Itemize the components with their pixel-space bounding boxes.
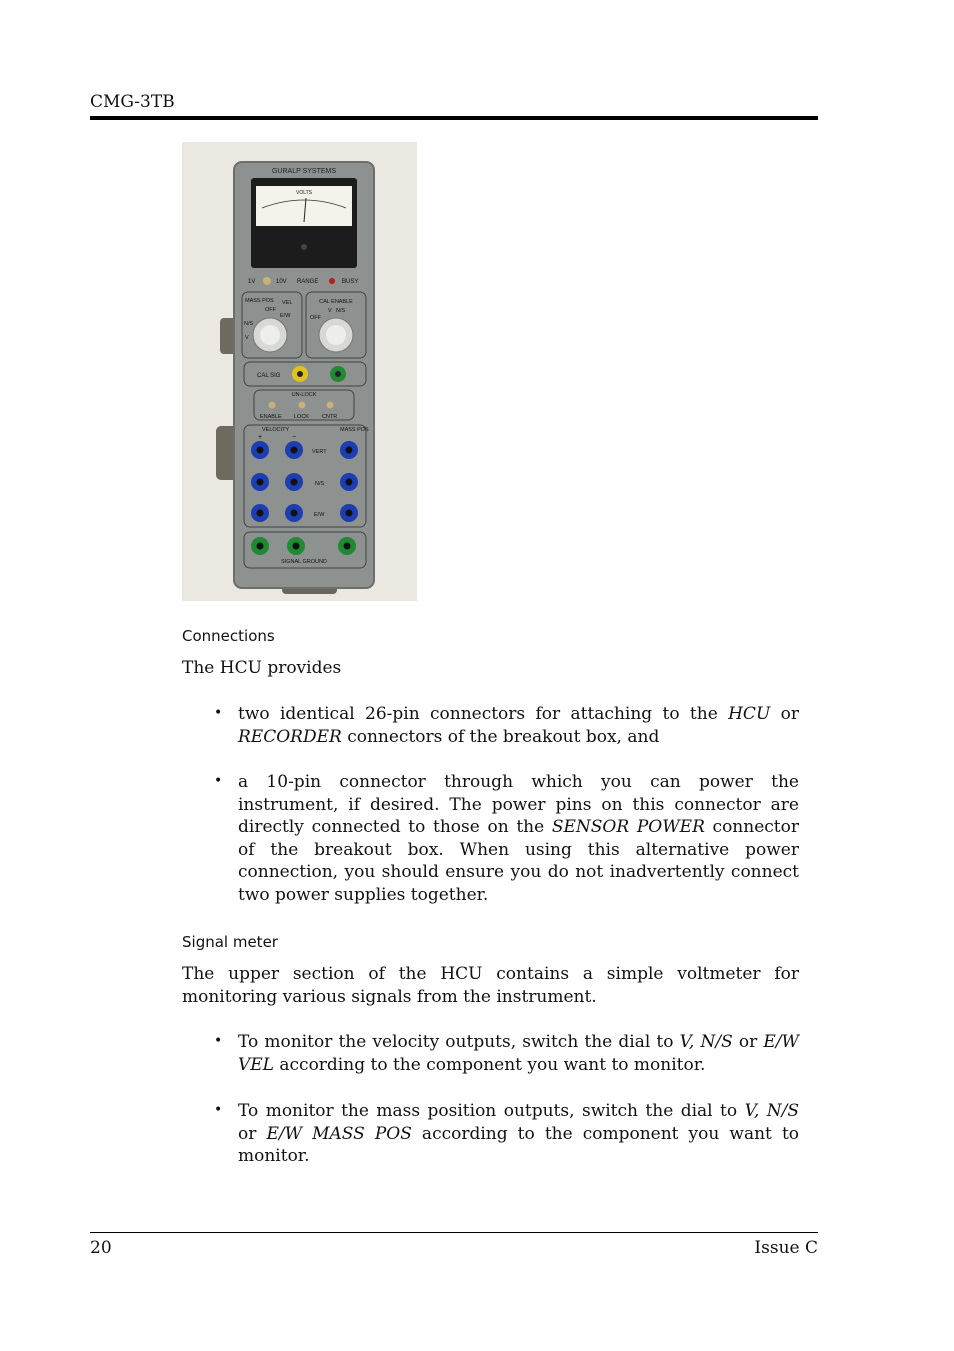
svg-text:ENABLE: ENABLE [260,414,282,420]
svg-text:E/W: E/W [280,313,291,319]
svg-text:RANGE: RANGE [297,279,319,285]
bullet-marker: • [214,1033,223,1049]
panel-brand-text: GURALP SYSTEMS [271,168,337,175]
svg-text:−: − [292,434,297,441]
svg-text:OFF: OFF [310,315,321,321]
svg-text:VOLTS: VOLTS [295,190,313,196]
header-rule [90,116,818,120]
running-header-title: CMG-3TB [90,92,175,112]
svg-text:N/S: N/S [336,308,346,314]
svg-text:N/S: N/S [315,481,325,487]
hcu-panel-photo [182,142,417,601]
footer-rule [90,1232,818,1233]
svg-text:VERT: VERT [312,449,327,455]
svg-text:BUSY: BUSY [342,279,359,285]
signal-meter-bullet-1: To monitor the velocity outputs, switch the dial to V, N/S or E/W VEL according to the component you want to monitor. [238,1032,799,1075]
svg-text:UN-LOCK: UN-LOCK [291,392,317,398]
svg-text:SIGNAL GROUND: SIGNAL GROUND [281,559,327,565]
svg-text:LOCK: LOCK [294,414,309,420]
page-number: 20 [90,1238,112,1258]
range-toggle-icon [263,277,271,285]
connections-bullet-2: a 10-pin connector through which you can power the instrument, if desired. The power pins on this connector are directly connected to those on the SENSOR POWER connector of the breakout box. When using this alternative power connection, you should ensure you do not inadvertently connect two power supplies together. [238,772,799,905]
svg-text:N/S: N/S [244,321,254,327]
svg-text:CAL ENABLE: CAL ENABLE [319,299,353,305]
svg-text:+: + [258,434,263,441]
svg-text:OFF: OFF [265,307,276,313]
svg-text:E/W: E/W [314,512,325,518]
connections-intro: The HCU provides [182,658,342,678]
connections-heading: Connections [182,627,275,645]
svg-text:MASS POS: MASS POS [245,298,274,304]
issue-label: Issue C [754,1238,818,1258]
busy-led-icon [329,278,335,284]
svg-text:V: V [328,308,332,314]
svg-text:VELOCITY: VELOCITY [262,427,290,433]
connections-bullet-1: two identical 26-pin connectors for attaching to the HCU or RECORDER connectors of the breakout box, and [238,704,799,747]
bullet-marker: • [214,1102,223,1118]
signal-meter-bullet-2: To monitor the mass position outputs, switch the dial to V, N/S or E/W MASS POS according to the component you want to monitor. [238,1101,800,1166]
svg-text:CNTR: CNTR [322,414,338,420]
svg-text:10V: 10V [276,279,287,285]
svg-text:CAL SIG: CAL SIG [257,373,281,379]
signal-meter-heading: Signal meter [182,933,278,951]
bullet-marker: • [214,773,223,789]
svg-text:VEL: VEL [282,300,293,306]
bullet-marker: • [214,705,223,721]
svg-text:MASS POS: MASS POS [340,427,369,433]
signal-meter-intro: The upper section of the HCU contains a simple voltmeter for monitoring various signals from the instrument. [182,964,799,1007]
svg-text:V: V [245,335,249,341]
svg-text:1V: 1V [248,279,256,285]
